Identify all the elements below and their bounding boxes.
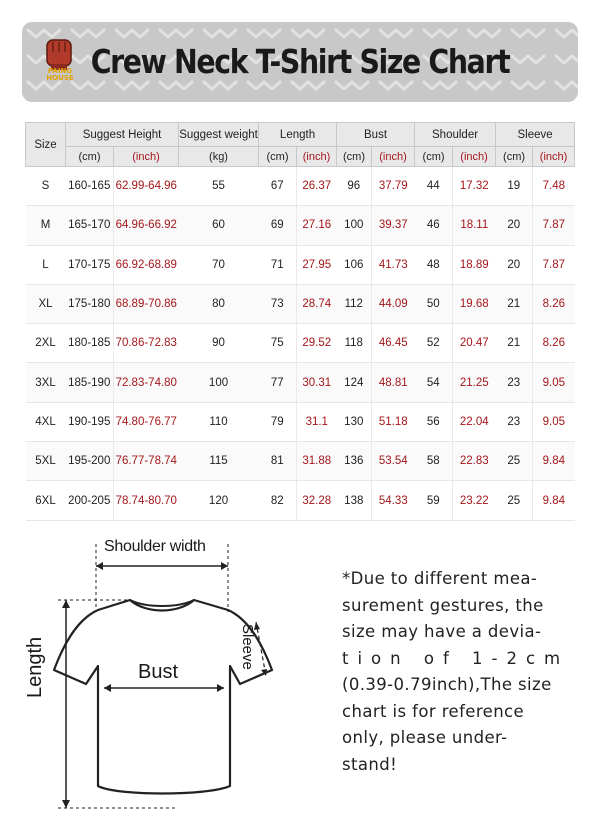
bust-inch-cell: 41.73 (372, 245, 415, 284)
sleeve-inch-cell: 7.87 (533, 206, 575, 245)
height-cm-cell: 190-195 (66, 402, 114, 441)
note-line: chart is for reference (342, 701, 525, 721)
bust-label: Bust (138, 661, 179, 683)
shoulder-cm-cell: 48 (415, 245, 453, 284)
sleeve-inch-cell: 9.05 (533, 363, 575, 402)
weight-cell: 80 (179, 284, 259, 323)
size-cell: 5XL (26, 442, 66, 481)
bust-inch-cell: 44.09 (372, 284, 415, 323)
weight-cell: 120 (179, 481, 259, 520)
header-shoulder: Shoulder (415, 123, 496, 147)
height-cm-cell: 195-200 (66, 442, 114, 481)
length-inch-cell: 30.31 (297, 363, 337, 402)
logo-text-top: PAING (47, 67, 73, 75)
unit-inch: (inch) (372, 147, 415, 167)
size-cell: XL (26, 284, 66, 323)
sleeve-arrow (256, 622, 266, 676)
note-line: stand! (342, 754, 398, 774)
weight-cell: 110 (179, 402, 259, 441)
bust-inch-cell: 37.79 (372, 167, 415, 206)
note-line: surement gestures, the (342, 595, 544, 615)
bust-inch-cell: 46.45 (372, 324, 415, 363)
length-inch-cell: 27.16 (297, 206, 337, 245)
unit-cm: (cm) (496, 147, 533, 167)
table-row (26, 206, 575, 245)
shoulder-inch-cell: 22.83 (453, 442, 496, 481)
length-inch-cell: 31.1 (297, 402, 337, 441)
header-sleeve: Sleeve (496, 123, 575, 147)
unit-inch: (inch) (297, 147, 337, 167)
tshirt-diagram (24, 528, 324, 818)
shoulder-inch-cell: 17.32 (453, 167, 496, 206)
size-cell: M (26, 206, 66, 245)
note-line: size may have a devia- (342, 622, 542, 641)
height-cm-cell: 175-180 (66, 284, 114, 323)
shoulder-inch-cell: 21.25 (453, 363, 496, 402)
sleeve-inch-cell: 9.84 (533, 481, 575, 520)
length-inch-cell: 31.88 (297, 442, 337, 481)
sleeve-inch-cell: 9.84 (533, 442, 575, 481)
height-inch-cell: 68.89-70.86 (114, 284, 179, 323)
page-title: Crew Neck T-Shirt Size Chart (90, 42, 510, 81)
unit-cm: (cm) (415, 147, 453, 167)
bust-cm-cell: 138 (337, 481, 372, 520)
unit-inch: (inch) (453, 147, 496, 167)
length-cm-cell: 75 (259, 324, 297, 363)
unit-inch: (inch) (533, 147, 575, 167)
sleeve-inch-cell: 8.26 (533, 324, 575, 363)
shoulder-cm-cell: 50 (415, 284, 453, 323)
bust-cm-cell: 118 (337, 324, 372, 363)
shoulder-inch-cell: 22.04 (453, 402, 496, 441)
shoulder-cm-cell: 44 (415, 167, 453, 206)
shoulder-cm-cell: 46 (415, 206, 453, 245)
unit-kg: (kg) (179, 147, 259, 167)
height-cm-cell: 160-165 (66, 167, 114, 206)
sleeve-cm-cell: 20 (496, 245, 533, 284)
table-row (26, 284, 575, 323)
shoulder-inch-cell: 20.47 (453, 324, 496, 363)
height-inch-cell: 66.92-68.89 (114, 245, 179, 284)
bust-inch-cell: 48.81 (372, 363, 415, 402)
shoulder-inch-cell: 23.22 (453, 481, 496, 520)
height-inch-cell: 70.86-72.83 (114, 324, 179, 363)
weight-cell: 60 (179, 206, 259, 245)
bust-cm-cell: 96 (337, 167, 372, 206)
sleeve-inch-cell: 9.05 (533, 402, 575, 441)
unit-cm: (cm) (259, 147, 297, 167)
shoulder-inch-cell: 19.68 (453, 284, 496, 323)
length-inch-cell: 29.52 (297, 324, 337, 363)
height-inch-cell: 76.77-78.74 (114, 442, 179, 481)
table-row (26, 324, 575, 363)
size-cell: 4XL (26, 402, 66, 441)
shoulder-cm-cell: 58 (415, 442, 453, 481)
length-cm-cell: 81 (259, 442, 297, 481)
length-cm-cell: 77 (259, 363, 297, 402)
table-row (26, 363, 575, 402)
table-body (26, 167, 575, 521)
length-inch-cell: 27.95 (297, 245, 337, 284)
length-cm-cell: 69 (259, 206, 297, 245)
note-line: tion of 1-2cm (342, 648, 570, 668)
shoulder-cm-cell: 54 (415, 363, 453, 402)
height-cm-cell: 170-175 (66, 245, 114, 284)
unit-inch: (inch) (114, 147, 179, 167)
bust-inch-cell: 51.18 (372, 402, 415, 441)
sleeve-cm-cell: 23 (496, 363, 533, 402)
table-row (26, 402, 575, 441)
length-label: Length (24, 636, 46, 698)
length-cm-cell: 73 (259, 284, 297, 323)
shoulder-width-label: Shoulder width (104, 538, 206, 555)
bust-cm-cell: 124 (337, 363, 372, 402)
weight-cell: 90 (179, 324, 259, 363)
unit-cm: (cm) (337, 147, 372, 167)
header-length: Length (259, 123, 337, 147)
weight-cell: 100 (179, 363, 259, 402)
height-inch-cell: 62.99-64.96 (114, 167, 179, 206)
table-row (26, 442, 575, 481)
length-cm-cell: 67 (259, 167, 297, 206)
bust-inch-cell: 53.54 (372, 442, 415, 481)
sleeve-label: Sleeve (239, 624, 256, 670)
size-table (25, 122, 575, 521)
sleeve-inch-cell: 7.48 (533, 167, 575, 206)
table-row (26, 481, 575, 520)
size-cell: 2XL (26, 324, 66, 363)
note-line: (0.39-0.79inch),The size (342, 675, 552, 694)
table-row (26, 167, 575, 206)
sleeve-cm-cell: 20 (496, 206, 533, 245)
shoulder-inch-cell: 18.89 (453, 245, 496, 284)
weight-cell: 55 (179, 167, 259, 206)
sleeve-inch-cell: 7.87 (533, 245, 575, 284)
height-inch-cell: 74.80-76.77 (114, 402, 179, 441)
header-size: Size (26, 123, 66, 167)
title-banner (22, 22, 578, 102)
shoulder-cm-cell: 59 (415, 481, 453, 520)
weight-cell: 70 (179, 245, 259, 284)
length-cm-cell: 82 (259, 481, 297, 520)
height-cm-cell: 165-170 (66, 206, 114, 245)
height-cm-cell: 185-190 (66, 363, 114, 402)
size-cell: 6XL (26, 481, 66, 520)
bust-cm-cell: 130 (337, 402, 372, 441)
bust-cm-cell: 100 (337, 206, 372, 245)
sleeve-cm-cell: 21 (496, 284, 533, 323)
height-cm-cell: 200-205 (66, 481, 114, 520)
height-inch-cell: 78.74-80.70 (114, 481, 179, 520)
height-cm-cell: 180-185 (66, 324, 114, 363)
length-inch-cell: 32.28 (297, 481, 337, 520)
bust-cm-cell: 106 (337, 245, 372, 284)
shoulder-inch-cell: 18.11 (453, 206, 496, 245)
header-height: Suggest Height (66, 123, 179, 147)
logo-text-bottom: HOUSE (46, 74, 74, 82)
size-cell: 3XL (26, 363, 66, 402)
sleeve-inch-cell: 8.26 (533, 284, 575, 323)
height-inch-cell: 64.96-66.92 (114, 206, 179, 245)
size-cell: L (26, 245, 66, 284)
bust-inch-cell: 39.37 (372, 206, 415, 245)
header-weight: Suggest weight (179, 123, 259, 147)
size-cell: S (26, 167, 66, 206)
length-inch-cell: 28.74 (297, 284, 337, 323)
measurement-note (342, 566, 570, 778)
shoulder-cm-cell: 56 (415, 402, 453, 441)
length-cm-cell: 79 (259, 402, 297, 441)
bust-cm-cell: 112 (337, 284, 372, 323)
table-header (26, 123, 575, 167)
length-cm-cell: 71 (259, 245, 297, 284)
bust-inch-cell: 54.33 (372, 481, 415, 520)
sleeve-cm-cell: 21 (496, 324, 533, 363)
header-bust: Bust (337, 123, 415, 147)
sleeve-cm-cell: 19 (496, 167, 533, 206)
length-inch-cell: 26.37 (297, 167, 337, 206)
sleeve-cm-cell: 23 (496, 402, 533, 441)
sleeve-cm-cell: 25 (496, 481, 533, 520)
shoulder-cm-cell: 52 (415, 324, 453, 363)
sleeve-cm-cell: 25 (496, 442, 533, 481)
bust-cm-cell: 136 (337, 442, 372, 481)
height-inch-cell: 72.83-74.80 (114, 363, 179, 402)
note-line: only, please under- (342, 728, 508, 747)
weight-cell: 115 (179, 442, 259, 481)
note-line: *Due to different mea- (342, 569, 538, 588)
table-row (26, 245, 575, 284)
unit-cm: (cm) (66, 147, 114, 167)
